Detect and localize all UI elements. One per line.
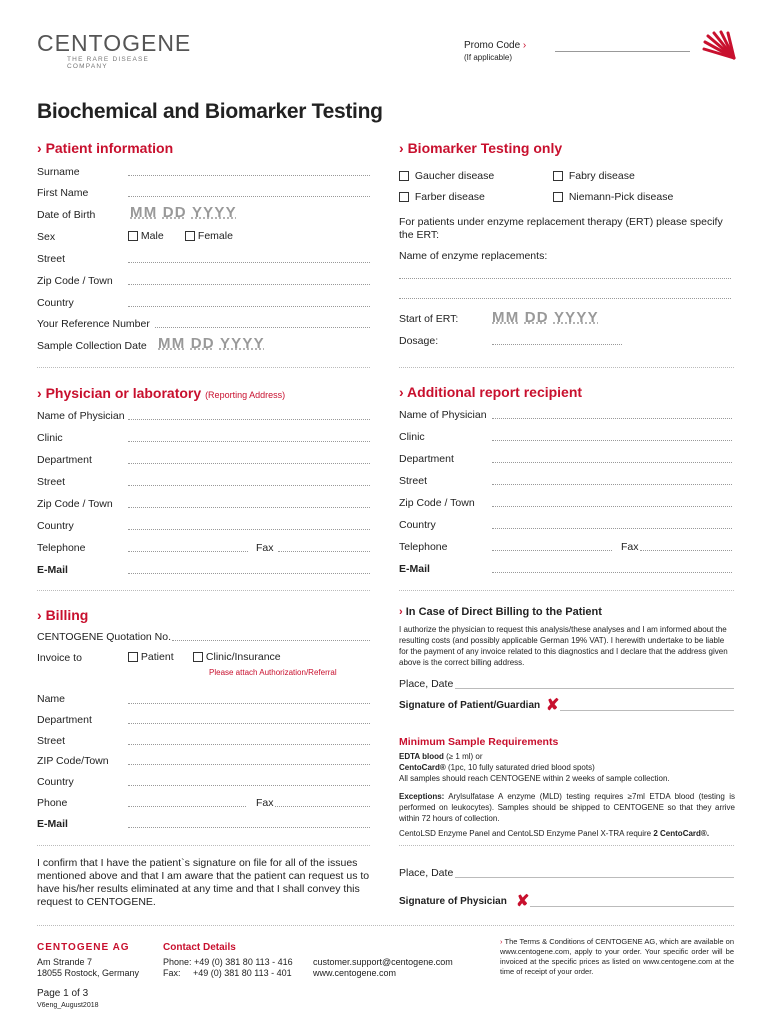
reach-line: All samples should reach CENTOGENE within 2 weeks of sample collection. <box>399 774 670 783</box>
recipient-zip-field[interactable] <box>492 506 732 507</box>
version-label: V6eng_August2018 <box>37 1002 99 1009</box>
physician-fax-field[interactable] <box>278 551 370 552</box>
physician-signature-field[interactable] <box>530 906 734 907</box>
invoice-clinic-option[interactable]: Clinic/Insurance <box>193 651 281 663</box>
billing-heading: › Billing <box>37 607 89 623</box>
country-label: Country <box>37 297 74 309</box>
billing-country-field[interactable] <box>128 785 370 786</box>
promo-code-field[interactable] <box>555 51 690 52</box>
physician-street-field[interactable] <box>128 485 370 486</box>
billing-phone-field[interactable] <box>128 806 246 807</box>
minimum-heading: Minimum Sample Requirements <box>399 736 559 748</box>
promo-note: (If applicable) <box>464 53 513 62</box>
female-checkbox[interactable] <box>185 231 195 241</box>
physician-fax-label: Fax <box>256 542 274 554</box>
chevron-icon: › <box>500 937 503 946</box>
physician-place-date-label: Place, Date <box>399 867 454 879</box>
patient-place-date-field[interactable] <box>455 688 734 689</box>
female-option[interactable]: Female <box>185 230 233 242</box>
ert-text: For patients under enzyme replacement therapy (ERT) please specify the ERT: <box>399 216 723 241</box>
physician-place-date-field[interactable] <box>455 877 734 878</box>
patient-place-date-label: Place, Date <box>399 678 454 690</box>
billing-fax-label: Fax <box>256 797 274 809</box>
biomarker-heading: › Biomarker Testing only <box>399 140 563 156</box>
invoice-patient-checkbox[interactable] <box>128 652 138 662</box>
recipient-name-label: Name of Physician <box>399 409 487 421</box>
physician-name-label: Name of Physician <box>37 410 125 422</box>
dob-field[interactable]: MM DD YYYY <box>130 204 237 221</box>
start-ert-label: Start of ERT: <box>399 313 459 325</box>
farber-checkbox[interactable] <box>399 192 409 202</box>
enzyme-field-1[interactable] <box>399 278 731 279</box>
physician-clinic-field[interactable] <box>128 441 370 442</box>
footer-website-link[interactable]: www.centogene.com <box>313 968 397 978</box>
billing-email-field[interactable] <box>128 827 370 828</box>
divider <box>37 590 370 591</box>
enzyme-name-label: Name of enzyme replacements: <box>399 250 548 262</box>
invoice-patient-option[interactable]: Patient <box>128 651 174 663</box>
male-option[interactable]: Male <box>128 230 164 242</box>
zip-field[interactable] <box>128 284 370 285</box>
patient-heading: › Patient information <box>37 140 174 156</box>
billing-zip-label: ZIP Code/Town <box>37 755 109 767</box>
direct-billing-heading: › In Case of Direct Billing to the Patient <box>399 606 602 618</box>
edta-line: EDTA blood (≥ 1 ml) or <box>399 752 483 761</box>
logo-tagline: THE RARE DISEASE COMPANY <box>67 56 150 70</box>
recipient-country-field[interactable] <box>492 528 732 529</box>
patient-signature-label: Signature of Patient/Guardian <box>399 700 541 711</box>
physician-telephone-field[interactable] <box>128 551 248 552</box>
country-field[interactable] <box>128 306 370 307</box>
billing-fax-field[interactable] <box>275 806 370 807</box>
divider <box>37 845 370 846</box>
divider <box>37 925 734 926</box>
dosage-label: Dosage: <box>399 335 439 347</box>
physician-signature-label: Signature of Physician <box>399 896 507 907</box>
fabry-checkbox[interactable] <box>553 171 563 181</box>
recipient-telephone-label: Telephone <box>399 541 448 553</box>
billing-email-label: E-Mail <box>37 818 68 830</box>
billing-street-field[interactable] <box>128 744 370 745</box>
chevron-icon: › <box>399 606 403 618</box>
confirmation-text: I confirm that I have the patient`s signature on file for all of the issues mentioned above and that I am aware that the patient can request us to have his/her results eliminated at any time and that I shall convey this request to CENTOGENE. <box>37 857 370 908</box>
physician-zip-label: Zip Code / Town <box>37 498 113 510</box>
attach-note: Please attach Authorization/Referral <box>209 668 337 677</box>
billing-department-label: Department <box>37 714 92 726</box>
quotation-label: CENTOGENE Quotation No. <box>37 631 172 643</box>
recipient-department-field[interactable] <box>492 462 732 463</box>
billing-name-field[interactable] <box>128 703 370 704</box>
physician-country-field[interactable] <box>128 529 370 530</box>
street-field[interactable] <box>128 262 370 263</box>
brand-rays-icon <box>702 30 736 60</box>
physician-street-label: Street <box>37 476 66 488</box>
footer-company: CENTOGENE AG <box>37 942 130 953</box>
exceptions-line: Exceptions: Arylsulfatase A enzyme (MLD) testing requires ≥7ml ETDA blood (testing is performed on leukocytes). Samples should be shipped to CENTOGENE so that they arrive within 72 hours of collection. <box>399 792 735 823</box>
reference-label: Your Reference Number <box>37 318 150 330</box>
billing-country-label: Country <box>37 776 74 788</box>
logo <box>37 30 192 70</box>
panel-line: CentoLSD Enzyme Panel and CentoLSD Enzyme Panel X-TRA require 2 CentoCard®. <box>399 829 710 838</box>
physician-heading: › Physician or laboratory (Reporting Address) <box>37 385 286 401</box>
dosage-field[interactable] <box>492 344 622 345</box>
footer-terms: › The Terms & Conditions of CENTOGENE AG, which are available on www.centogene.com, apply to your order. Your specific order will be invoiced at the specific prices as listed on www.centogene.com at the time of receipt of your order. <box>500 937 735 976</box>
recipient-telephone-field[interactable] <box>492 550 612 551</box>
street-label: Street <box>37 253 66 265</box>
recipient-clinic-label: Clinic <box>399 431 425 443</box>
divider <box>399 590 734 591</box>
divider <box>37 367 370 368</box>
billing-zip-field[interactable] <box>128 764 370 765</box>
footer-email-link[interactable]: customer.support@centogene.com <box>313 957 453 967</box>
sex-label: Sex <box>37 231 56 243</box>
centocard-line: CentoCard® (1pc, 10 fully saturated dried blood spots) <box>399 763 595 772</box>
reference-field[interactable] <box>155 327 370 328</box>
logo-wordmark: CENTOGENE <box>37 30 192 56</box>
divider <box>399 367 734 368</box>
physician-telephone-label: Telephone <box>37 542 86 554</box>
start-ert-field[interactable]: MM DD YYYY <box>492 309 599 326</box>
niemann-option[interactable]: Niemann-Pick disease <box>553 191 673 203</box>
physician-name-field[interactable] <box>128 419 370 420</box>
first-name-label: First Name <box>37 187 89 199</box>
invoice-label: Invoice to <box>37 652 82 664</box>
collection-date-field[interactable]: MM DD YYYY <box>158 335 265 352</box>
collection-date-label: Sample Collection Date <box>37 340 147 352</box>
patient-signature-field[interactable] <box>560 710 734 711</box>
sign-here-icon: ✘ <box>516 893 530 910</box>
billing-street-label: Street <box>37 735 66 747</box>
recipient-heading: › Additional report recipient <box>399 384 583 400</box>
physician-clinic-label: Clinic <box>37 432 63 444</box>
invoice-clinic-checkbox[interactable] <box>193 652 203 662</box>
recipient-email-label: E-Mail <box>399 563 430 575</box>
footer-phone: Phone: +49 (0) 381 80 113 - 416 <box>163 957 293 967</box>
billing-department-field[interactable] <box>128 723 370 724</box>
surname-label: Surname <box>37 166 80 178</box>
page-title: Biochemical and Biomarker Testing <box>37 100 383 123</box>
fabry-option[interactable]: Fabry disease <box>553 170 635 182</box>
footer-contact-heading: Contact Details <box>163 942 236 953</box>
niemann-checkbox[interactable] <box>553 192 563 202</box>
recipient-clinic-field[interactable] <box>492 440 732 441</box>
recipient-email-field[interactable] <box>492 572 732 573</box>
recipient-street-label: Street <box>399 475 428 487</box>
physician-department-label: Department <box>37 454 92 466</box>
footer-address-1: Am Strande 7 <box>37 957 93 967</box>
physician-country-label: Country <box>37 520 74 532</box>
recipient-fax-label: Fax <box>621 541 639 553</box>
recipient-street-field[interactable] <box>492 484 732 485</box>
physician-note: (Reporting Address) <box>205 390 286 400</box>
recipient-department-label: Department <box>399 453 454 465</box>
chevron-icon: › <box>522 40 527 51</box>
dob-label: Date of Birth <box>37 209 96 221</box>
physician-zip-field[interactable] <box>128 507 370 508</box>
physician-department-field[interactable] <box>128 463 370 464</box>
minimum-text <box>399 751 735 839</box>
gaucher-checkbox[interactable] <box>399 171 409 181</box>
gaucher-option[interactable]: Gaucher disease <box>399 170 494 182</box>
promo-code-label: Promo Code › <box>464 40 527 51</box>
recipient-fax-field[interactable] <box>640 550 732 551</box>
physician-email-label: E-Mail <box>37 564 68 576</box>
quotation-field[interactable] <box>172 640 370 641</box>
sign-here-icon: ✘ <box>546 697 560 714</box>
recipient-zip-label: Zip Code / Town <box>399 497 475 509</box>
recipient-name-field[interactable] <box>492 418 732 419</box>
divider <box>399 845 734 846</box>
zip-label: Zip Code / Town <box>37 275 113 287</box>
surname-field[interactable] <box>128 175 370 176</box>
footer-fax: Fax: +49 (0) 381 80 113 - 401 <box>163 968 292 978</box>
page-number: Page 1 of 3 <box>37 988 89 999</box>
recipient-country-label: Country <box>399 519 436 531</box>
billing-phone-label: Phone <box>37 797 68 809</box>
first-name-field[interactable] <box>128 196 370 197</box>
physician-email-field[interactable] <box>128 573 370 574</box>
billing-name-label: Name <box>37 693 66 705</box>
male-checkbox[interactable] <box>128 231 138 241</box>
enzyme-field-2[interactable] <box>399 298 731 299</box>
farber-option[interactable]: Farber disease <box>399 191 485 203</box>
direct-billing-text: I authorize the physician to request this analysis/these analyses and I am informed about the resulting costs (and possibly applicable German 19% VAT). I herewith undertake to be liable for the payment of any invoice related to this diagnostics and I declare that the address given above is the correct billing address. <box>399 625 728 667</box>
footer-address-2: 18055 Rostock, Germany <box>37 968 140 978</box>
